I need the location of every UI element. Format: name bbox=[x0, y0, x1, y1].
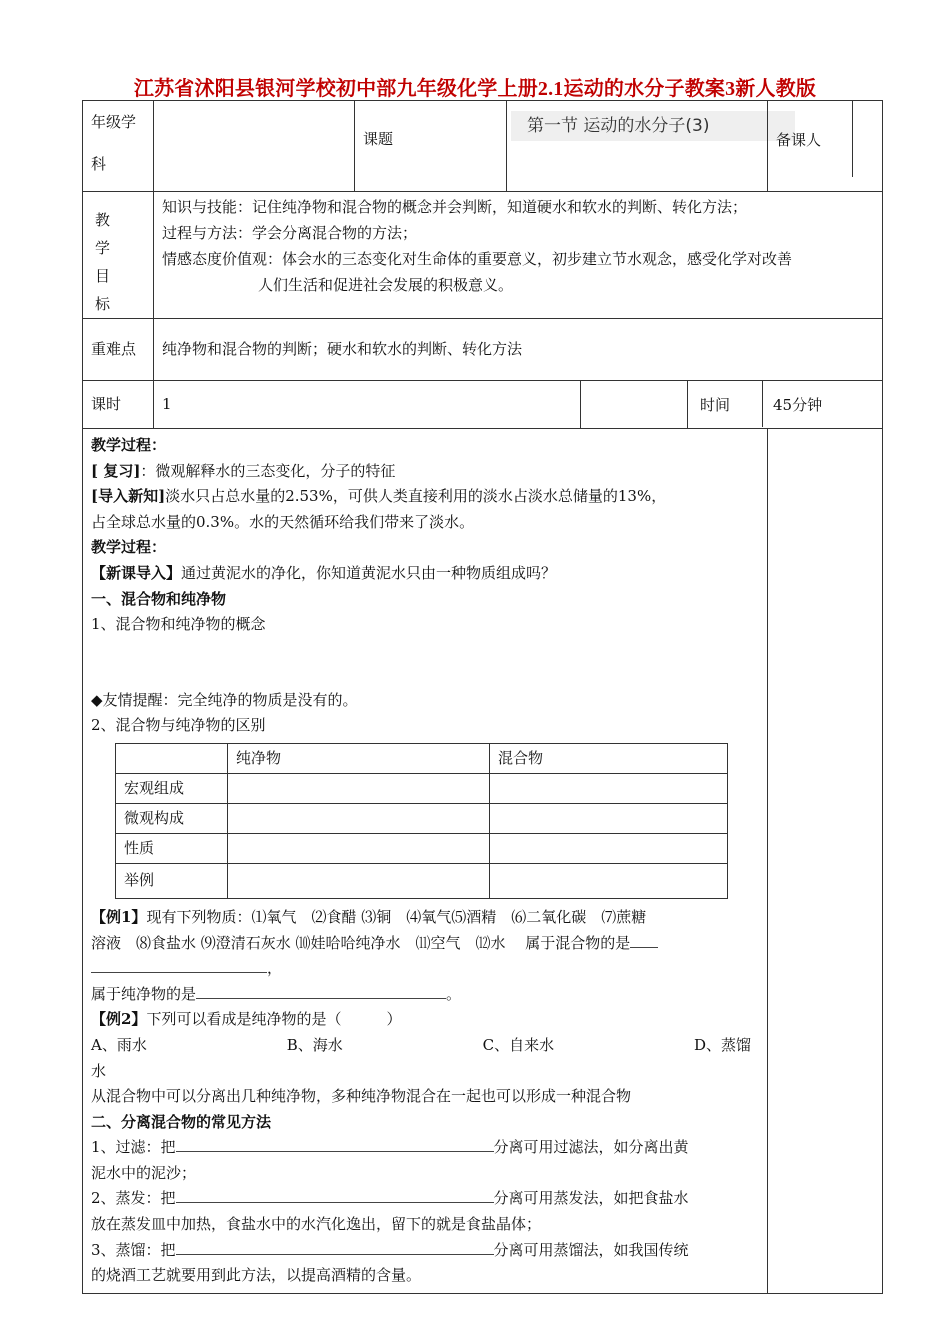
table-cell bbox=[490, 833, 728, 863]
objective-line: 情感态度价值观：体会水的三态变化对生命体的重要意义，初步建立节水观念，感受化学对改善 bbox=[162, 250, 793, 268]
objectives-label-char: 教 bbox=[95, 211, 111, 229]
grade-subject-label: 年级学科 bbox=[91, 113, 137, 173]
example-text: 。 bbox=[446, 984, 462, 1003]
method-text: 1、过滤：把 bbox=[91, 1138, 176, 1157]
method-text: 泥水中的泥沙； bbox=[91, 1163, 197, 1182]
option-b: B、海水 bbox=[286, 1035, 343, 1054]
tip-text: ◆友情提醒：完全纯净的物质是没有的。 bbox=[91, 690, 358, 709]
answer-blank[interactable] bbox=[176, 1186, 494, 1203]
table-row-label: 宏观组成 bbox=[116, 773, 228, 803]
method-text: 分离可用蒸发法，如把食盐水 bbox=[493, 1189, 689, 1208]
objectives-label-char: 学 bbox=[95, 239, 111, 257]
method-text: 分离可用过滤法，如分离出黄 bbox=[493, 1138, 689, 1157]
table-cell bbox=[228, 833, 490, 863]
summary-text: 从混合物中可以分离出几种纯净物，多种纯净物混合在一起也可以形成一种混合物 bbox=[91, 1087, 632, 1106]
example-text: 属于纯净物的是 bbox=[91, 984, 197, 1003]
table-cell bbox=[228, 863, 490, 898]
objective-line: 人们生活和促进社会发展的积极意义。 bbox=[258, 276, 514, 294]
topic-label-cell bbox=[355, 101, 507, 192]
time-label-cell bbox=[581, 381, 688, 429]
item-heading: 2、混合物与纯净物的区别 bbox=[91, 716, 266, 735]
table-cell bbox=[490, 773, 728, 803]
process-heading: 教学过程： bbox=[91, 538, 167, 557]
grade-subject-label-cell bbox=[83, 101, 154, 192]
objectives-label-char: 标 bbox=[95, 295, 111, 313]
intro-text: 淡水只占总水量的2.53%，可供人类直接利用的淡水占淡水总储量的13%， bbox=[165, 487, 667, 506]
key-points-value-cell bbox=[154, 319, 883, 381]
example-text: 现有下列物质：⑴氧气 ⑵食醋 ⑶铜 ⑷氧气⑸酒精 ⑹二氧化碳 ⑺蔗糖 bbox=[146, 907, 647, 926]
option-d-tail: 水 bbox=[91, 1061, 107, 1080]
method-text: 的烧酒工艺就要用到此方法，以提高酒精的含量。 bbox=[91, 1266, 422, 1285]
periods-label: 课时 bbox=[91, 395, 122, 413]
intro-tag: [导入新知] bbox=[91, 487, 166, 506]
section-heading: 二、分离混合物的常见方法 bbox=[91, 1112, 272, 1131]
answer-blank[interactable] bbox=[196, 982, 446, 999]
blank-space bbox=[91, 638, 759, 688]
objectives-label-char: 目 bbox=[95, 267, 111, 285]
grade-subject-value-cell bbox=[154, 101, 355, 192]
objectives-label-cell bbox=[83, 192, 154, 319]
table-cell bbox=[490, 803, 728, 833]
objective-line: 知识与技能：记住纯净物和混合物的概念并会判断，知道硬水和软水的判断、转化方法； bbox=[162, 198, 748, 216]
table-cell bbox=[228, 803, 490, 833]
key-points-label: 重难点 bbox=[91, 340, 137, 358]
objective-line: 过程与方法：学会分离混合物的方法； bbox=[162, 224, 418, 242]
table-row-label: 性质 bbox=[116, 833, 228, 863]
answer-blank[interactable] bbox=[91, 956, 267, 973]
answer-blank[interactable] bbox=[630, 931, 658, 948]
periods-value: 1 bbox=[162, 395, 172, 413]
method-text: 2、蒸发：把 bbox=[91, 1189, 176, 1208]
new-lesson-tag: 【新课导入】 bbox=[91, 563, 182, 582]
time-label: 时间 bbox=[688, 381, 763, 427]
example-text: 溶液 ⑻食盐水 ⑼澄清石灰水 ⑽娃哈哈纯净水 ⑾空气 ⑿水 属于混合物的是 bbox=[91, 933, 631, 952]
review-text: ：微观解释水的三态变化，分子的特征 bbox=[140, 461, 396, 480]
example-tag: 【例2】 bbox=[91, 1010, 147, 1029]
answer-blank[interactable] bbox=[176, 1135, 494, 1152]
method-text: 放在蒸发皿中加热，食盐水中的水汽化逸出，留下的就是食盐晶体； bbox=[91, 1215, 542, 1234]
key-points-value: 纯净物和混合物的判断；硬水和软水的判断、转化方法 bbox=[162, 340, 523, 358]
table-row-label: 微观构成 bbox=[116, 803, 228, 833]
item-heading: 1、混合物和纯净物的概念 bbox=[91, 615, 266, 634]
objectives-content-cell bbox=[154, 192, 883, 319]
lesson-plan-table bbox=[82, 100, 883, 1294]
process-cell bbox=[83, 429, 768, 1294]
example-tag: 【例1】 bbox=[91, 907, 147, 926]
table-header: 混合物 bbox=[490, 743, 728, 773]
time-value: 45分钟 bbox=[773, 395, 823, 414]
periods-value-cell bbox=[154, 381, 581, 429]
table-header bbox=[116, 743, 228, 773]
comparison-table bbox=[115, 743, 728, 899]
option-a: A、雨水 bbox=[91, 1035, 147, 1054]
table-cell bbox=[228, 773, 490, 803]
intro-text: 占全球总水量的0.3%。水的天然循环给我们带来了淡水。 bbox=[91, 512, 475, 531]
review-tag: [ 复习] bbox=[91, 461, 141, 480]
key-points-label-cell bbox=[83, 319, 154, 381]
notes-column-cell bbox=[768, 429, 883, 1294]
new-lesson-text: 通过黄泥水的净化，你知道黄泥水只由一种物质组成吗？ bbox=[181, 563, 557, 582]
periods-label-cell bbox=[83, 381, 154, 429]
preparer-label: 备课人 bbox=[768, 101, 853, 177]
method-text: 3、蒸馏：把 bbox=[91, 1240, 176, 1259]
option-d: D、蒸馏 bbox=[693, 1035, 752, 1054]
method-text: 分离可用蒸馏法，如我国传统 bbox=[493, 1240, 689, 1259]
section-heading: 一、混合物和纯净物 bbox=[91, 589, 227, 608]
time-cell bbox=[688, 381, 883, 429]
preparer-cell bbox=[768, 101, 883, 192]
grade-subject-value bbox=[154, 101, 354, 113]
topic-value: 第一节 运动的水分子(3) bbox=[511, 111, 795, 141]
topic-value-cell bbox=[507, 101, 768, 192]
table-row-label: 举例 bbox=[116, 863, 228, 898]
answer-blank[interactable] bbox=[176, 1238, 494, 1255]
table-cell bbox=[490, 863, 728, 898]
example-text: ， bbox=[267, 959, 283, 978]
page-title: 江苏省沭阳县银河学校初中部九年级化学上册2.1运动的水分子教案3新人教版 bbox=[133, 78, 817, 100]
example-text: 下列可以看成是纯净物的是（ ） bbox=[146, 1010, 402, 1029]
table-header: 纯净物 bbox=[228, 743, 490, 773]
option-c: C、自来水 bbox=[482, 1035, 555, 1054]
topic-label: 课题 bbox=[363, 130, 394, 148]
process-heading: 教学过程： bbox=[91, 436, 167, 454]
